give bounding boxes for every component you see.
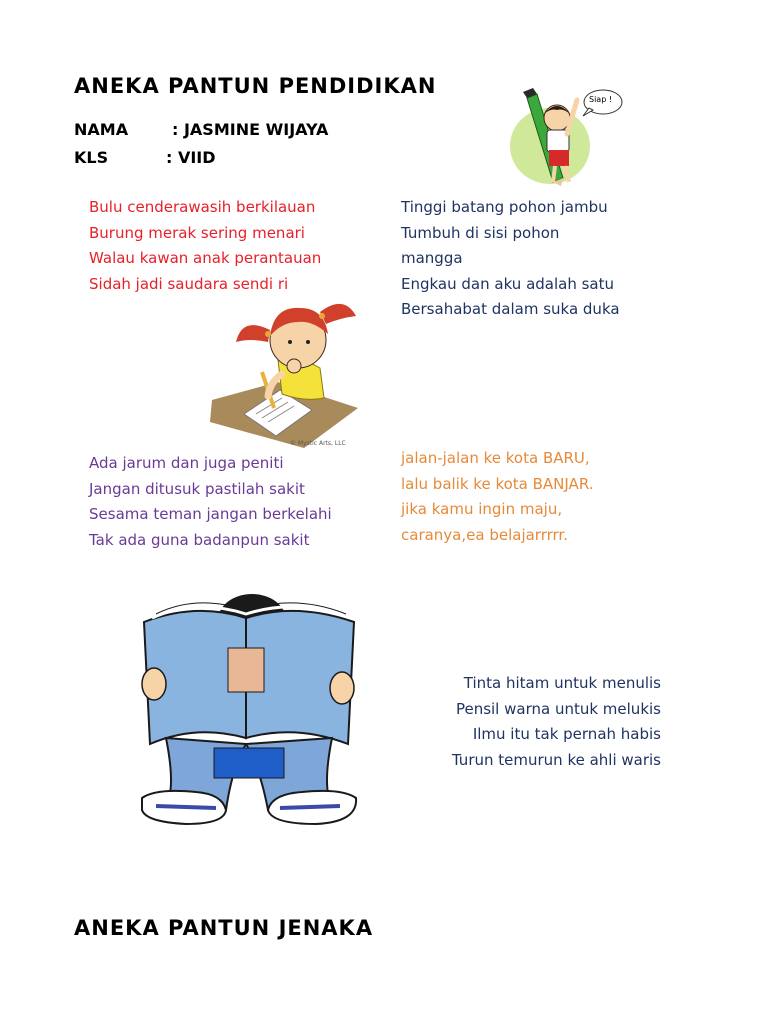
pantun-5-line: Turun temurun ke ahli waris — [451, 750, 661, 769]
pantun-4-line: jalan-jalan ke kota BARU, — [401, 449, 590, 467]
pantun-4-line: caranya,ea belajarrrrr. — [401, 525, 568, 544]
name-label: NAMA — [74, 120, 129, 139]
pantun-4-line: lalu balik ke kota BANJAR. — [401, 474, 594, 493]
pantun-5-line: Pensil warna untuk melukis — [455, 699, 661, 718]
pantun-3 — [89, 451, 332, 553]
section-title: ANEKA PANTUN JENAKA — [74, 916, 374, 940]
pantun-3-line: Jangan ditusuk pastilah sakit — [89, 479, 305, 498]
pantun-3-line: Tak ada guna badanpun sakit — [89, 530, 310, 549]
pantun-4-line: jika kamu ingin maju, — [401, 500, 563, 518]
pantun-3-line: Ada jarum dan juga peniti — [89, 454, 284, 472]
pantun-5-line: Ilmu itu tak pernah habis — [472, 725, 661, 743]
pantun-2-line: Bersahabat dalam suka duka — [401, 300, 620, 318]
pantun-1 — [89, 195, 321, 297]
pantun-4 — [401, 446, 593, 548]
pantun-5-line: Tinta hitam untuk menulis — [463, 674, 661, 692]
speech-bubble-text: Siap ! — [589, 95, 613, 104]
class-value: : VIID — [166, 148, 216, 167]
pantun-1-line: Bulu cenderawasih berkilauan — [89, 198, 316, 216]
pantun-1-line: Sidah jadi saudara sendi ri — [89, 274, 289, 293]
pantun-2-line: mangga — [401, 249, 463, 267]
pantun-1-line: Burung merak sering menari — [89, 223, 305, 242]
image-credit: © Mystic Arts, LLC — [290, 440, 346, 447]
girl-writing-illustration — [208, 290, 364, 450]
page-title: ANEKA PANTUN PENDIDIKAN — [74, 74, 437, 98]
pantun-2-line: Tinggi batang pohon jambu — [401, 198, 608, 216]
pantun-5 — [400, 671, 661, 773]
pantun-2-line: Tumbuh di sisi pohon — [401, 223, 560, 242]
name-value: : JASMINE WIJAYA — [172, 120, 329, 139]
pantun-1-line: Walau kawan anak perantauan — [89, 249, 322, 267]
pantun-3-line: Sesama teman jangan berkelahi — [89, 505, 332, 523]
boy-pencil-illustration — [505, 88, 625, 186]
reading-child-illustration — [136, 588, 362, 830]
pantun-2-line: Engkau dan aku adalah satu — [401, 274, 615, 293]
pantun-2 — [401, 195, 620, 323]
class-label: KLS — [74, 148, 109, 167]
